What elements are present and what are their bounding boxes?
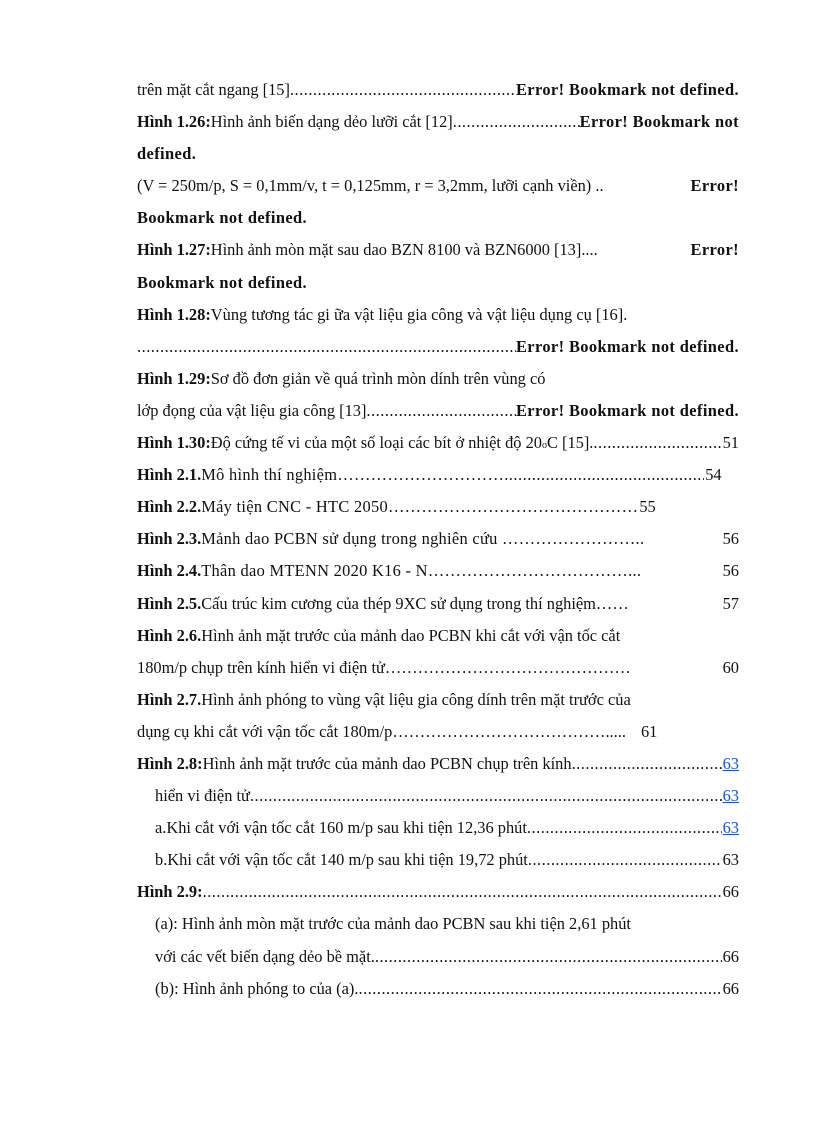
bookmark-error: Error! Bookmark not defined.	[515, 400, 739, 420]
toc-entry	[137, 555, 739, 587]
figure-label: Hình 2.3.	[137, 529, 202, 549]
toc-desc: Hình ảnh mặt trước của mảnh dao PCBN khi cắt với vận tốc cắt	[201, 625, 621, 645]
toc-entry	[137, 684, 739, 716]
toc-leader	[453, 106, 580, 138]
bookmark-error: Error! Bookmark not defined.	[515, 80, 739, 99]
toc-entry-cont	[137, 202, 739, 234]
toc-desc: Hình ảnh mặt trước của mảnh dao PCBN chụp trên kính	[202, 753, 572, 773]
toc-desc: Mô hình thí nghiệm…………………………	[201, 465, 505, 485]
toc-entry	[137, 748, 739, 780]
toc-desc: trên mặt cắt ngang [15]	[137, 80, 290, 99]
toc-entry-cont	[137, 267, 739, 299]
toc-desc: Độ cứng tế vi của một số loại các bít ở nhiệt độ 20	[210, 433, 542, 453]
toc-entry-cont	[137, 652, 739, 684]
page-number: 61	[640, 721, 658, 741]
toc-entry	[137, 876, 739, 908]
toc-subentry	[137, 908, 739, 940]
toc-leader	[572, 748, 722, 780]
page-number: 66	[722, 978, 739, 998]
bookmark-error: Error!	[690, 240, 739, 260]
toc-entry	[137, 620, 739, 652]
toc-desc: Cấu trúc kim cương của thép 9XC sử dụng trong thí nghiệm……	[201, 593, 629, 613]
toc-desc: Mảnh dao PCBN sử dụng trong nghiên cứu ……………………..	[201, 529, 645, 549]
toc-desc: dụng cụ khi cắt với vận tốc cắt 180m/p………………………………….....	[137, 721, 626, 741]
toc-entry	[137, 74, 739, 106]
toc-desc: Hình ảnh biến dạng dẻo lưỡi cắt [12]	[210, 112, 453, 132]
toc-entry-cont	[137, 138, 739, 170]
toc-desc: C [15].	[546, 433, 594, 453]
figure-label: Hình 1.28:	[137, 304, 211, 324]
toc-subentry	[137, 844, 739, 876]
page-link[interactable]: 63	[722, 753, 739, 773]
toc-entry-cont	[137, 716, 739, 748]
toc-desc: 180m/p chụp trên kính hiển vi điện tử………………………………………	[137, 657, 631, 677]
toc-entry	[137, 363, 739, 395]
toc-entry	[137, 299, 739, 331]
page-number: 63	[722, 850, 739, 870]
toc-entry-cont	[137, 941, 739, 973]
toc-desc: Máy tiện CNC - HTC 2050………………………………………	[201, 497, 639, 517]
toc-desc: (V = 250m/p, S = 0,1mm/v, t = 0,125mm, r = 3,2mm, lưỡi cạnh viền) ..	[137, 176, 604, 196]
figure-label: Hình 1.30:	[137, 433, 211, 453]
figure-label: Hình 2.7.	[137, 689, 202, 709]
toc-entry-cont	[137, 331, 739, 363]
toc-entry-cont	[137, 395, 739, 427]
toc-leader	[527, 812, 722, 844]
toc-leader	[593, 427, 721, 459]
toc-entry	[137, 588, 739, 620]
figure-label: Hình 1.27:	[137, 240, 211, 260]
bookmark-error: Error! Bookmark not	[579, 112, 739, 132]
figure-label: Hình 2.9:	[137, 882, 203, 902]
toc-leader	[203, 876, 722, 908]
toc-entry	[137, 523, 739, 555]
toc-entry	[137, 106, 739, 138]
list-letter: a.	[155, 818, 167, 838]
toc-leader	[137, 331, 516, 363]
figure-label: Hình 2.2.	[137, 497, 202, 517]
page-link[interactable]: 63	[722, 786, 739, 806]
figure-label: Hình 1.26:	[137, 112, 211, 132]
toc-desc: Sơ đồ đơn giản về quá trình mòn dính trên vùng có	[210, 368, 546, 388]
bookmark-error: Bookmark not defined.	[137, 208, 308, 228]
toc-leader	[290, 74, 516, 106]
toc-entry: Hình 1.30: Độ cứng tế vi của một số loại các bít ở nhiệt độ 20 o C [15]. ..... 51	[137, 427, 739, 459]
toc-desc: : Hình ảnh mòn mặt trước của mảnh dao PCBN sau khi tiện 2,61 phút	[173, 914, 631, 934]
page-number: 56	[722, 529, 739, 549]
subfigure-prefix: (a)	[155, 914, 174, 934]
toc-desc: (b): Hình ảnh phóng to của (a).	[155, 978, 359, 998]
toc-entry	[137, 170, 739, 202]
toc-desc: Hình ảnh mòn mặt sau dao BZN 8100 và BZN6000 [13]....	[210, 240, 598, 260]
toc-desc: với các vết biến dạng dẻo bề mặt.	[155, 946, 375, 966]
page-number: 56	[722, 561, 739, 581]
toc-entry	[137, 491, 739, 523]
toc-subentry	[137, 973, 739, 1005]
bookmark-error: defined.	[137, 144, 197, 164]
toc-subentry	[137, 812, 739, 844]
figure-label: Hình 2.6.	[137, 625, 202, 645]
figure-label: Hình 2.8:	[137, 753, 203, 773]
figure-label: Hình 2.1.	[137, 465, 202, 485]
bookmark-error: Error! Bookmark not defined.	[515, 336, 739, 356]
toc-desc: hiển vi điện tử	[155, 786, 250, 806]
figure-label: Hình 1.29:	[137, 368, 211, 388]
bookmark-error: Error!	[690, 176, 739, 196]
toc-desc: Vùng tương tác gi ữa vật liệu gia công và vật liệu dụng cụ [16].	[210, 304, 628, 324]
toc-desc: Thân dao MTENN 2020 K16 - N………………………………...	[201, 561, 642, 581]
toc-desc: Hình ảnh phóng to vùng vật liệu gia công dính trên mặt trước của	[201, 689, 631, 709]
toc-desc: Khi cắt với vận tốc cắt 140 m/p sau khi tiện 19,72 phút	[167, 850, 528, 870]
page-number: 66	[722, 946, 739, 966]
toc-leader	[366, 395, 516, 427]
page-number: 57	[722, 593, 739, 613]
figure-label: Hình 2.5.	[137, 593, 202, 613]
toc-entry	[137, 234, 739, 266]
page-number: 51	[722, 433, 739, 453]
toc-leader	[358, 973, 721, 1005]
toc-leader	[375, 941, 722, 973]
page-number: 60	[722, 657, 739, 677]
toc-desc: lớp đọng của vật liệu gia công [13]	[137, 400, 367, 420]
page-number: 54	[705, 465, 722, 485]
toc-leader	[250, 780, 722, 812]
toc-leader	[528, 844, 722, 876]
page-link[interactable]: 63	[722, 818, 739, 838]
toc-leader	[504, 459, 704, 491]
toc-desc: Khi cắt với vận tốc cắt 160 m/p sau khi tiện 12,36 phút	[166, 818, 527, 838]
toc-entry-cont	[137, 780, 739, 812]
toc-entry	[137, 459, 739, 491]
page-number: 66	[722, 882, 739, 902]
figure-label: Hình 2.4.	[137, 561, 202, 581]
page-number: 55	[639, 497, 656, 517]
list-letter: b.	[155, 850, 168, 870]
bookmark-error: Bookmark not defined.	[137, 272, 308, 292]
toc-page	[137, 74, 739, 1005]
